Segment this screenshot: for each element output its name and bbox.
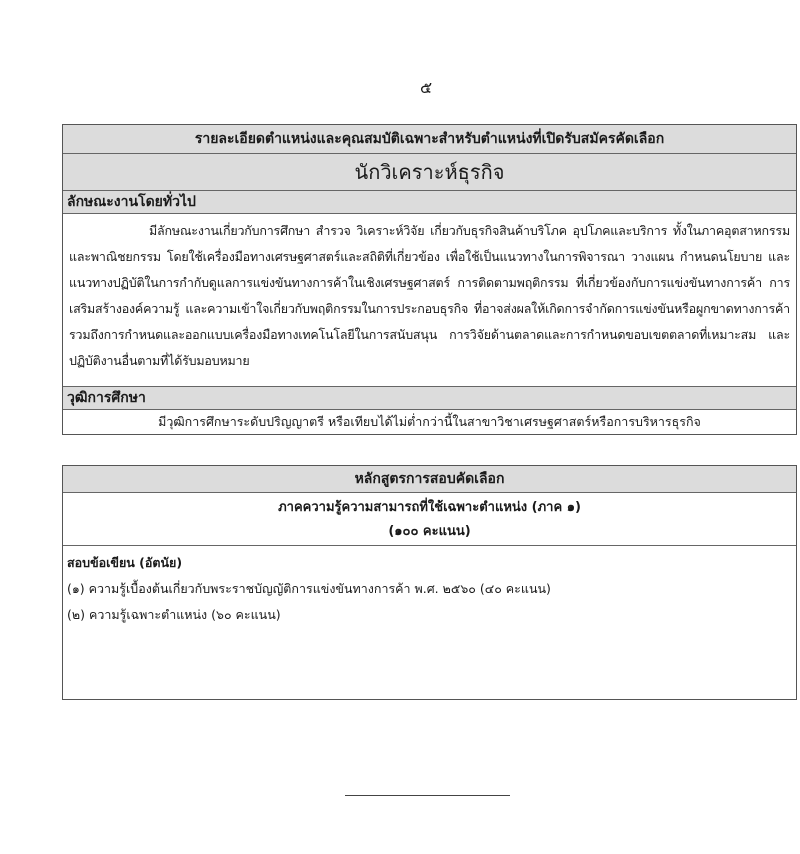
job-description: [63, 214, 796, 387]
education-section-title: วุฒิการศึกษา: [63, 387, 796, 410]
table-header: รายละเอียดตำแหน่งและคุณสมบัติเฉพาะสำหรับตำแหน่งที่เปิดรับสมัครคัดเลือก: [63, 125, 796, 154]
job-description-text: มีลักษณะงานเกี่ยวกับการศึกษา สำรวจ วิเคราะห์วิจัย เกี่ยวกับธุรกิจสินค้าบริโภค อุปโภคและบริการ ทั้งในภาคอุตสาหกรรมและพาณิชยกรรม โดยใช้เครื่องมือทางเศรษฐศาสตร์และสถิติที่เกี่ยวข้อง เพื่อใช้เป็นแนวทางในการพิจารณา วางแผน กำหนดนโยบาย และแนวทางปฏิบัติในการกำกับดูแลการแข่งขันทางการค้าในเชิงเศรษฐศาสตร์ การติดตามพฤติกรรม ที่เกี่ยวข้องกับการแข่งขันทางการค้า การเสริมสร้างองค์ความรู้ และความเข้าใจเกี่ยวกับพฤติกรรมในการประกอบธุรกิจ ที่อาจส่งผลให้เกิดการจำกัดการแข่งขันหรือผูกขาดทางการค้า รวมถึงการกำหนดและออกแบบเครื่องมือทางเทคโนโลยีในการสนับสนุน การวิจัยด้านตลาดและการกำหนดขอบเขตตลาดที่เหมาะสม และปฏิบัติงานอื่นตามที่ได้รับมอบหมาย: [69, 223, 790, 368]
exam-header: หลักสูตรการสอบคัดเลือก: [63, 466, 796, 493]
exam-item: (๒) ความรู้เฉพาะตำแหน่ง (๖๐ คะแนน): [67, 607, 281, 622]
exam-item: (๑) ความรู้เบื้องต้นเกี่ยวกับพระราชบัญญัติการแข่งขันทางการค้า พ.ศ. ๒๕๖๐ (๔๐ คะแนน): [67, 581, 551, 596]
exam-curriculum-table: [62, 465, 797, 700]
education-requirement: มีวุฒิการศึกษาระดับปริญญาตรี หรือเทียบได้ไม่ต่ำกว่านี้ในสาขาวิชาเศรษฐศาสตร์หรือการบริหารธุรกิจ: [158, 414, 701, 429]
exam-type: สอบข้อเขียน (อัตนัย): [67, 555, 183, 570]
exam-part-title: ภาคความรู้ความสามารถที่ใช้เฉพาะตำแหน่ง (ภาค ๑): [278, 500, 581, 515]
exam-part: [63, 493, 796, 546]
footer-divider: [345, 795, 510, 796]
job-section-title: ลักษณะงานโดยทั่วไป: [63, 191, 796, 214]
position-title: นักวิเคราะห์ธุรกิจ: [63, 154, 796, 191]
position-details-table: [62, 124, 797, 435]
exam-part-score: (๑๐๐ คะแนน): [388, 524, 471, 539]
page-number: ๕: [420, 78, 433, 97]
exam-body: [63, 546, 796, 632]
